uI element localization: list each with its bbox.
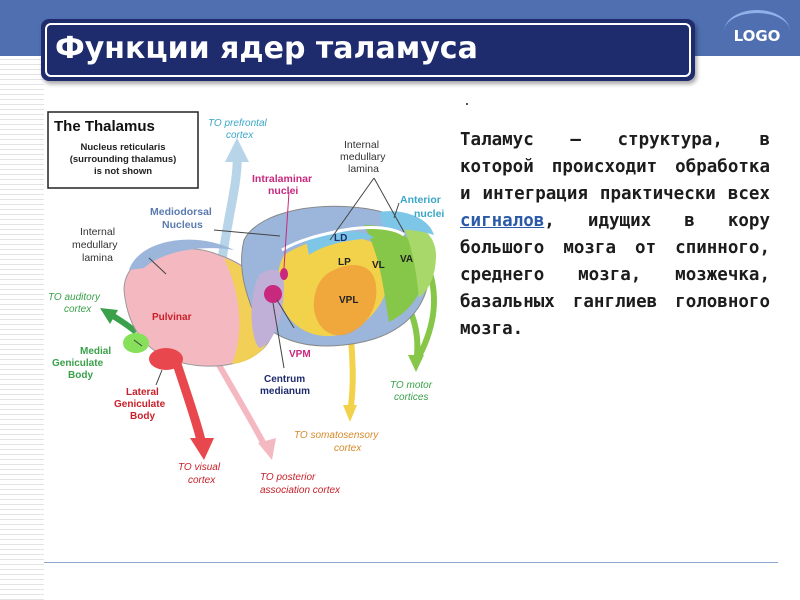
label-vpl: VPL <box>339 295 359 306</box>
label-lamina-top-2: medullary <box>340 151 386 163</box>
label-medial-geniculate-3: Body <box>68 370 93 381</box>
label-lp: LP <box>338 257 351 268</box>
label-anterior-2: nuclei <box>414 208 445 220</box>
label-to-auditory-1: TO auditory <box>48 292 101 303</box>
posterior-arrow <box>219 365 266 448</box>
prefrontal-arrow <box>222 150 237 260</box>
visual-arrow <box>174 355 202 445</box>
page-title: Функции ядер таламуса <box>55 31 478 66</box>
label-lateral-geniculate-2: Geniculate <box>114 399 166 410</box>
visual-arrowhead-icon <box>190 438 214 460</box>
signals-link[interactable]: сигналов <box>460 211 545 231</box>
intralaminar-dot <box>280 268 288 280</box>
label-to-visual-2: cortex <box>188 475 216 486</box>
thalamus-diagram <box>44 100 460 510</box>
prefrontal-arrowhead-icon <box>225 138 249 162</box>
label-to-motor-2: cortices <box>394 392 429 403</box>
legend-note-3: is not shown <box>93 166 153 177</box>
label-to-auditory-2: cortex <box>64 304 92 315</box>
thalamus-description <box>460 127 770 343</box>
stray-dot <box>466 103 468 105</box>
label-centrum-1: Centrum <box>264 374 306 385</box>
label-to-prefrontal-2: cortex <box>226 130 254 141</box>
description-text-1: Таламус — структура, в которой происходит обработка и интеграция практически всех <box>460 130 770 204</box>
label-mediodorsal-1: Mediodorsal <box>150 206 212 218</box>
label-pulvinar: Pulvinar <box>152 312 192 323</box>
bottom-divider <box>44 562 778 563</box>
medial-geniculate-body <box>123 333 149 353</box>
label-lamina-left-1: Internal <box>80 226 116 238</box>
label-to-motor-1: TO motor <box>390 380 433 391</box>
legend-note-1: Nucleus reticularis <box>80 142 166 153</box>
label-anterior-1: Anterior <box>400 194 441 206</box>
title-bar <box>41 19 695 81</box>
label-lateral-geniculate-3: Body <box>130 411 155 422</box>
label-intralaminar-1: Intralaminar <box>252 173 313 185</box>
label-va: VA <box>400 254 414 265</box>
label-lamina-top-3: lamina <box>348 163 379 175</box>
label-mediodorsal-2: Nucleus <box>162 219 203 231</box>
logo-text: LOGO <box>733 27 781 45</box>
label-to-somatosensory-1: TO somatosensory <box>294 430 379 441</box>
logo <box>714 0 800 56</box>
leader-lateral-geniculate <box>156 370 162 385</box>
label-vpm: VPM <box>289 349 311 360</box>
label-centrum-2: medianum <box>260 386 311 397</box>
left-hatch-decoration <box>0 56 44 600</box>
label-to-posterior-2: association cortex <box>260 485 341 496</box>
label-lamina-left-2: medullary <box>72 239 118 251</box>
label-lateral-geniculate-1: Lateral <box>126 387 159 398</box>
label-to-posterior-1: TO posterior <box>260 472 316 483</box>
thalamus-svg <box>44 100 460 510</box>
legend-title: The Thalamus <box>54 118 155 135</box>
description-text-2: , идущих в кору большого мозга от спинного, среднего мозга, мозжечка, базальных ганглиев головного мозга. <box>460 211 770 339</box>
label-to-prefrontal-1: TO prefrontal <box>208 118 267 129</box>
legend-note-2: (surrounding thalamus) <box>69 154 177 165</box>
label-intralaminar-2: nuclei <box>268 185 299 197</box>
label-medial-geniculate-2: Geniculate <box>52 358 104 369</box>
somatosensory-arrowhead-icon <box>343 405 357 422</box>
label-lamina-left-3: lamina <box>82 252 113 264</box>
lateral-geniculate-body <box>149 348 183 370</box>
label-to-somatosensory-2: cortex <box>334 443 362 454</box>
centrum-medianum-dot <box>264 285 282 303</box>
label-lamina-top-1: Internal <box>344 139 380 151</box>
label-medial-geniculate-1: Medial <box>80 346 112 357</box>
label-to-visual-1: TO visual <box>178 462 221 473</box>
motor-arrowhead-icon <box>408 355 424 372</box>
label-ld: LD <box>334 233 348 244</box>
label-vl: VL <box>372 260 385 271</box>
